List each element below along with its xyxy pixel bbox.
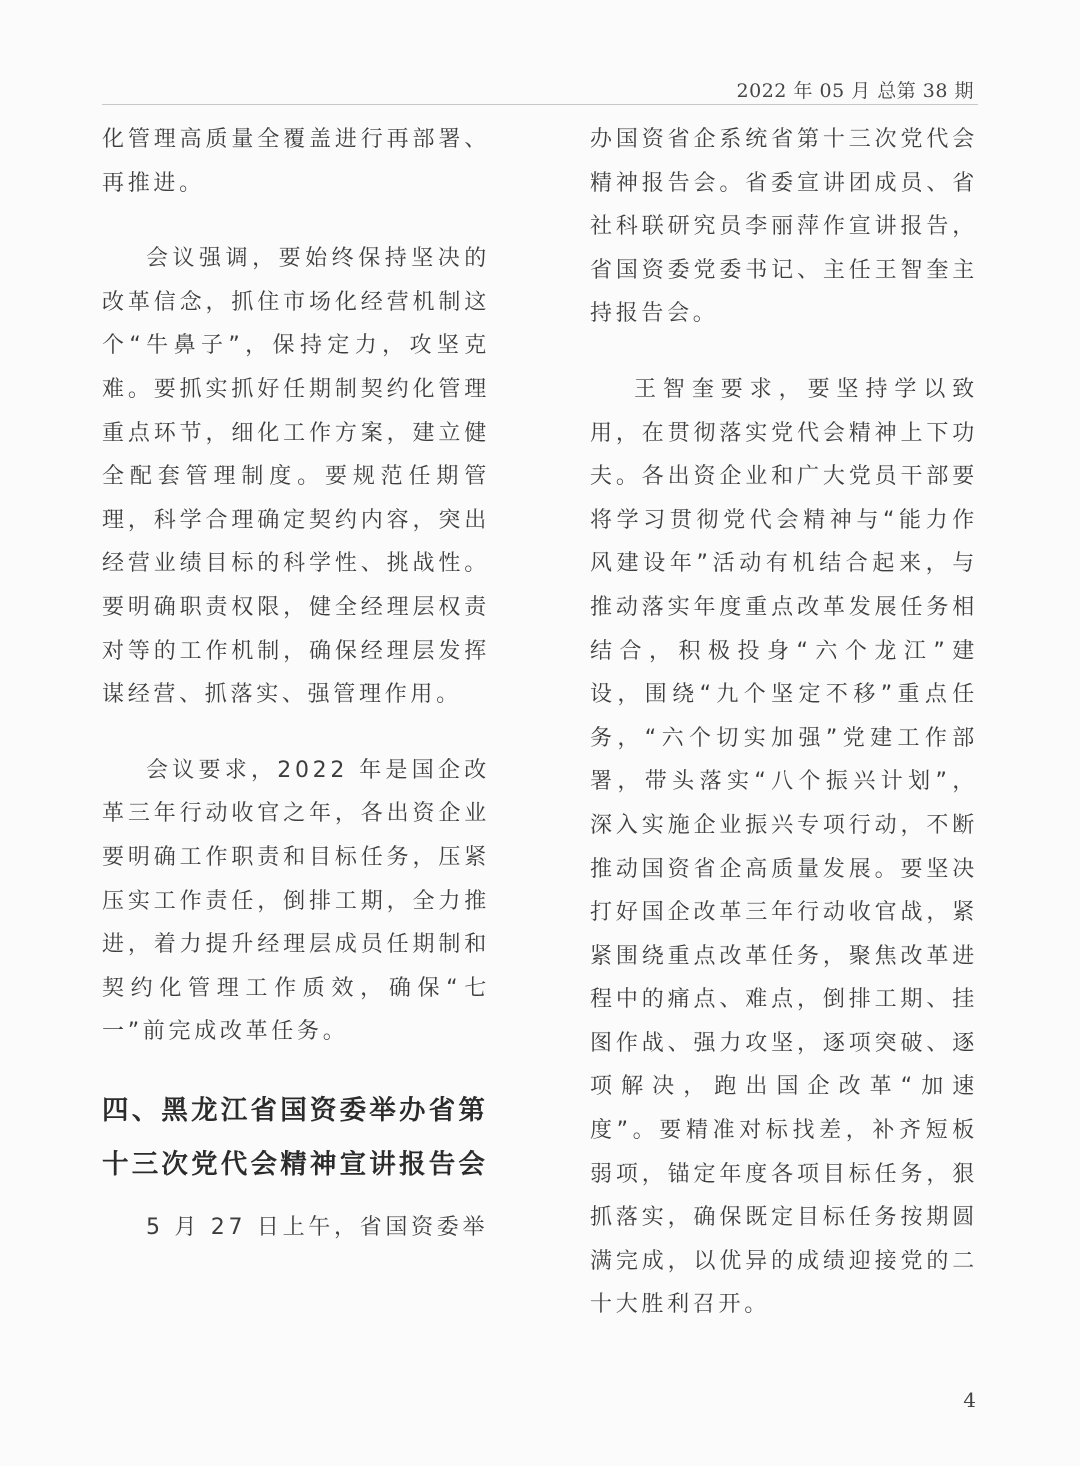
right-column <box>590 118 978 1327</box>
left-paragraph-2: 会议强调，要始终保持坚决的改革信念，抓住市场化经营机制这个“牛鼻子”，保持定力，攻坚克难。要抓实抓好任期制契约化管理重点环节，细化工作方案，建立健全配套管理制度。要规范任期管理，科学合理确定契约内容，突出经营业绩目标的科学性、挑战性。要明确职责权限，健全经理层权责对等的工作机制，确保经理层发挥谋经营、抓落实、强管理作用。 <box>102 246 490 708</box>
page-header <box>102 70 978 105</box>
left-paragraph-1: 化管理高质量全覆盖进行再部署、再推进。 <box>102 127 490 196</box>
section-heading: 四、黑龙江省国资委举办省第十三次党代会精神宣讲报告会 <box>102 1094 489 1180</box>
left-column <box>102 118 490 1249</box>
left-paragraph-4: 5 月 27 日上午，省国资委举 <box>146 1214 489 1240</box>
right-paragraph-2: 王智奎要求，要坚持学以致用，在贯彻落实党代会精神上下功夫。各出资企业和广大党员干部要将学习贯彻党代会精神与“能力作风建设年”活动有机结合起来，与推动落实年度重点改革发展任务相结合，积极投身“六个龙江”建设，围绕“九个坚定不移”重点任务，“六个切实加强”党建工作部署，带头落实“八个振兴计划”，深入实施企业振兴专项行动，不断推动国资省企高质量发展。要坚决打好国企改革三年行动收官战，紧紧围绕重点改革任务，聚焦改革进程中的痛点、难点，倒排工期、挂图作战、强力攻坚，逐项突破、逐项解决，跑出国企改革“加速度”。要精准对标找差，补齐短板弱项，锚定年度各项目标任务，狠抓落实，确保既定目标任务按期圆满完成，以优异的成绩迎接党的二十大胜利召开。 <box>590 376 978 1318</box>
right-paragraph-1: 办国资省企系统省第十三次党代会精神报告会。省委宣讲团成员、省社科联研究员李丽萍作宣讲报告，省国资委党委书记、主任王智奎主持报告会。 <box>590 127 978 327</box>
issue-info: 2022 年 05 月 总第 38 期 <box>736 80 974 102</box>
left-paragraph-3: 会议要求，2022 年是国企改革三年行动收官之年，各出资企业要明确工作职责和目标任务，压紧压实工作责任，倒排工期，全力推进，着力提升经理层成员任期制和契约化管理工作质效，确保“七一”前完成改革任务。 <box>102 757 490 1045</box>
page-number: 4 <box>963 1388 976 1412</box>
